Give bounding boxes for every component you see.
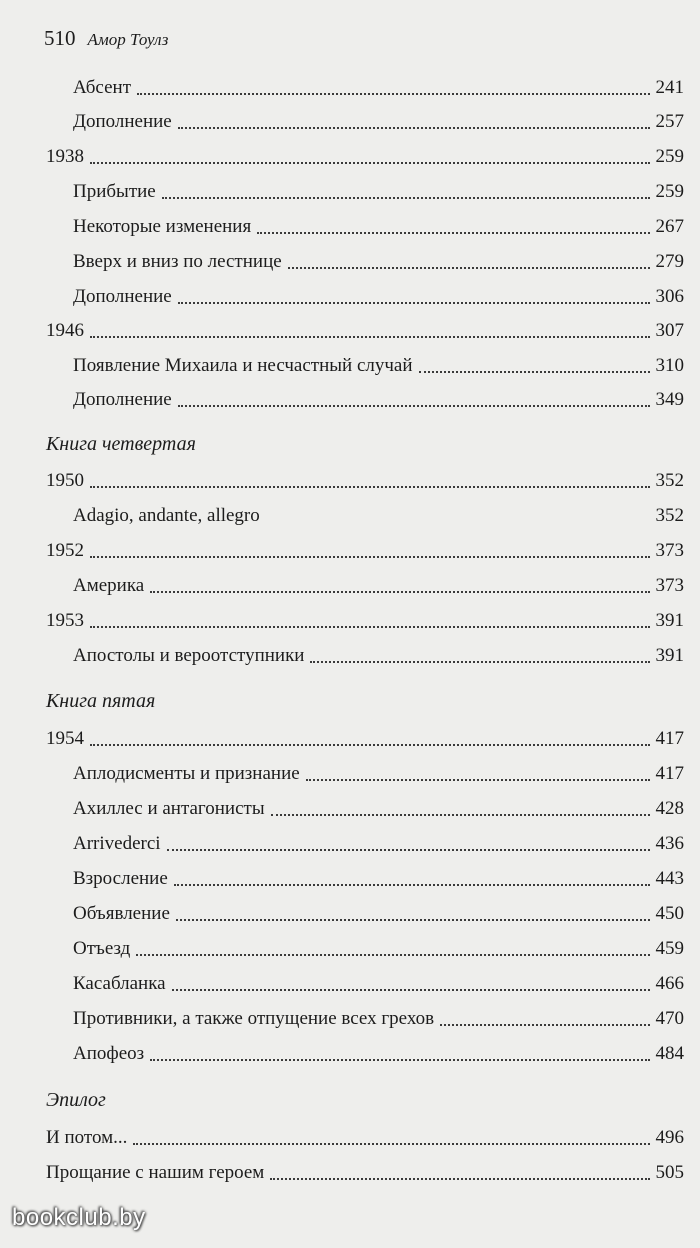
toc-entry-page: 257	[655, 111, 684, 132]
toc-entry-title: Объявление	[73, 903, 170, 924]
toc-entry-page: 267	[655, 216, 684, 237]
dot-leader	[90, 162, 650, 164]
toc-entry-title: Абсент	[73, 77, 131, 98]
toc-entry-page: 307	[655, 320, 684, 341]
toc-entry-title: Апофеоз	[73, 1043, 145, 1064]
toc-entry[interactable]	[0, 105, 700, 139]
toc-entry-page: 373	[655, 540, 684, 561]
toc-entry-title: 1938	[46, 146, 84, 167]
toc-entry-title: Вверх и вниз по лестнице	[73, 251, 282, 272]
toc-entry-page: 466	[655, 973, 684, 994]
toc-entry-title: И потом...	[46, 1127, 128, 1148]
running-title: Амор Тоулз	[87, 30, 169, 49]
dot-leader	[172, 989, 650, 991]
dot-leader	[136, 954, 649, 956]
dot-leader	[178, 127, 650, 129]
toc-entry-title: Прибытие	[73, 181, 156, 202]
dot-leader	[266, 521, 650, 523]
toc-entry-title: 1950	[46, 470, 84, 491]
toc-entry-page: 443	[655, 868, 684, 889]
toc-entry[interactable]	[0, 71, 700, 105]
toc-entry-title: Прощание с нашим героем	[46, 1162, 265, 1183]
toc-entry-title: Апостолы и вероотступники	[73, 645, 305, 666]
dot-leader	[150, 1059, 649, 1061]
toc-entry[interactable]	[0, 792, 700, 826]
toc-entry-page: 459	[655, 938, 684, 959]
toc-entry-page: 450	[655, 903, 684, 924]
dot-leader	[310, 661, 649, 663]
toc-entry-title: 1946	[46, 320, 84, 341]
toc-entry[interactable]	[0, 569, 700, 603]
toc-entry[interactable]	[0, 175, 700, 209]
dot-leader	[90, 336, 650, 338]
dot-leader	[288, 267, 650, 269]
dot-leader	[150, 591, 649, 593]
section-heading-book5: Книга пятая	[46, 690, 156, 712]
toc-entry[interactable]	[0, 140, 700, 174]
toc-entry-title: Ахиллес и антагонисты	[73, 798, 265, 819]
toc-entry-title: Adagio, andante, allegro	[73, 505, 260, 526]
toc-entry-title: Аплодисменты и признание	[73, 763, 300, 784]
toc-entry-title: Дополнение	[73, 389, 172, 410]
toc-entry-page: 352	[655, 505, 684, 526]
toc-entry-page: 279	[655, 251, 684, 272]
toc-entry-page: 436	[655, 833, 684, 854]
dot-leader	[270, 1178, 649, 1180]
toc-entry[interactable]	[0, 280, 700, 314]
dot-leader	[90, 744, 650, 746]
toc-entry[interactable]	[0, 932, 700, 966]
toc-entry[interactable]	[0, 757, 700, 791]
toc-entry[interactable]	[0, 827, 700, 861]
toc-entry[interactable]	[0, 604, 700, 638]
dot-leader	[137, 93, 650, 95]
toc-entry-page: 259	[655, 181, 684, 202]
toc-entry-title: Отъезд	[73, 938, 131, 959]
toc-entry-title: 1953	[46, 610, 84, 631]
toc-entry-title: Америка	[73, 575, 145, 596]
toc-entry-title: Противники, а также отпущение всех грехов	[73, 1008, 435, 1029]
dot-leader	[271, 814, 650, 816]
dot-leader	[90, 486, 650, 488]
dot-leader	[90, 626, 650, 628]
dot-leader	[440, 1024, 649, 1026]
toc-entry-page: 417	[655, 763, 684, 784]
toc-entry[interactable]	[0, 1002, 700, 1036]
toc-entry[interactable]	[0, 349, 700, 383]
toc-entry-page: 373	[655, 575, 684, 596]
dot-leader	[167, 849, 650, 851]
toc-entry-title: Arrivederci	[73, 833, 161, 854]
toc-entry-page: 352	[655, 470, 684, 491]
toc-entry-page: 391	[655, 610, 684, 631]
toc-entry-page: 428	[655, 798, 684, 819]
toc-entry-page: 496	[655, 1127, 684, 1148]
toc-entry[interactable]	[0, 1037, 700, 1071]
dot-leader	[133, 1143, 649, 1145]
dot-leader	[162, 197, 650, 199]
toc-entry-page: 241	[655, 77, 684, 98]
watermark-logo: bookclub.by	[12, 1204, 146, 1231]
toc-entry-title: Касабланка	[73, 973, 166, 994]
dot-leader	[174, 884, 650, 886]
toc-entry-page: 259	[655, 146, 684, 167]
toc-entry-title: Дополнение	[73, 286, 172, 307]
section-heading-book4: Книга четвертая	[46, 433, 196, 455]
toc-entry-title: 1954	[46, 728, 84, 749]
toc-entry-page: 417	[655, 728, 684, 749]
section-heading-epilogue: Эпилог	[46, 1089, 106, 1111]
toc-entry[interactable]	[0, 534, 700, 568]
toc-entry[interactable]	[0, 967, 700, 1001]
toc-entry[interactable]	[0, 722, 700, 756]
toc-entry-title: Дополнение	[73, 111, 172, 132]
toc-entry-title: 1952	[46, 540, 84, 561]
dot-leader	[90, 556, 650, 558]
toc-entry-page: 310	[655, 355, 684, 376]
toc-entry-title: Взросление	[73, 868, 168, 889]
toc-entry[interactable]	[0, 639, 700, 673]
toc-entry[interactable]	[0, 1156, 700, 1190]
toc-entry[interactable]	[0, 1121, 700, 1155]
toc-entry[interactable]	[0, 897, 700, 931]
page-header	[44, 26, 168, 52]
dot-leader	[178, 405, 650, 407]
toc-entry[interactable]	[0, 464, 700, 498]
toc-entry-title: Некоторые изменения	[73, 216, 252, 237]
toc-entry-page: 484	[655, 1043, 684, 1064]
toc-entry-page: 391	[655, 645, 684, 666]
toc-entry-page: 470	[655, 1008, 684, 1029]
dot-leader	[306, 779, 650, 781]
page-number: 510	[44, 26, 76, 50]
toc-entry-page: 505	[655, 1162, 684, 1183]
toc-entry[interactable]	[0, 210, 700, 244]
dot-leader	[419, 371, 650, 373]
toc-entry[interactable]	[0, 383, 700, 417]
dot-leader	[257, 232, 649, 234]
toc-entry-title: Появление Михаила и несчастный случай	[73, 355, 413, 376]
toc-entry[interactable]	[0, 245, 700, 279]
toc-entry[interactable]	[0, 314, 700, 348]
dot-leader	[176, 919, 650, 921]
toc-entry[interactable]	[0, 862, 700, 896]
toc-entry[interactable]	[0, 499, 700, 533]
dot-leader	[178, 302, 650, 304]
toc-entry-page: 306	[655, 286, 684, 307]
toc-entry-page: 349	[655, 389, 684, 410]
